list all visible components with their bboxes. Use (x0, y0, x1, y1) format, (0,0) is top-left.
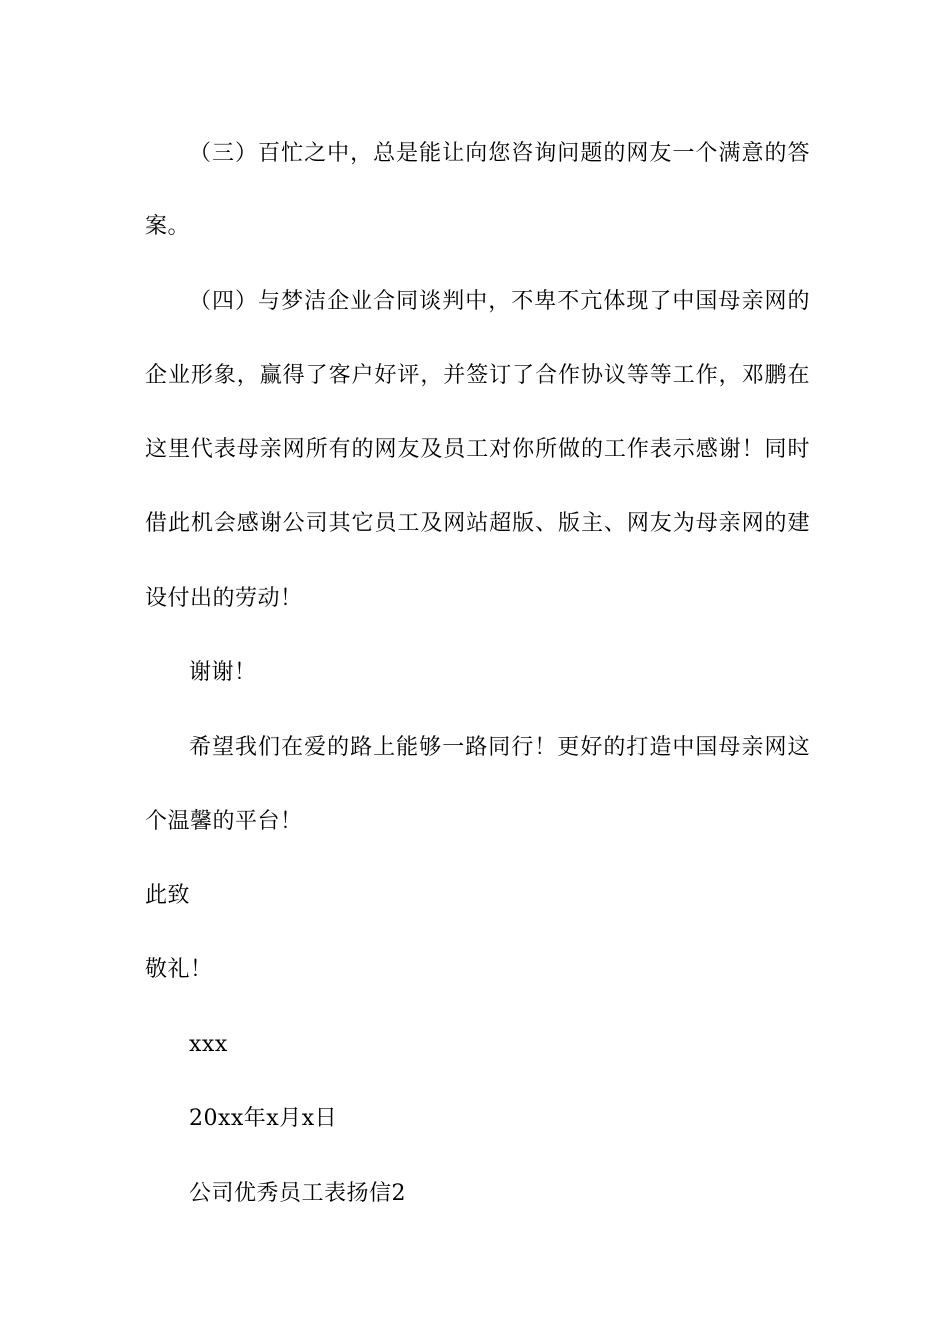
thanks-line: 谢谢！ (189, 660, 257, 685)
paragraph-4-line-4: 借此机会感谢公司其它员工及网站超版、版主、网友为母亲网的建 (145, 511, 810, 536)
paragraph-3-line-2: 案。 (145, 214, 191, 239)
signature: xxx (189, 1032, 228, 1057)
next-letter-title: 公司优秀员工表扬信2 (189, 1181, 406, 1206)
paragraph-3-line-1: （三）百忙之中，总是能让向您咨询问题的网友一个满意的答 (189, 141, 810, 166)
closing-jing-li: 敬礼！ (145, 957, 213, 982)
paragraph-4-line-3: 这里代表母亲网所有的网友及员工对你所做的工作表示感谢！同时 (145, 437, 810, 462)
paragraph-4-line-2: 企业形象，赢得了客户好评，并签订了合作协议等等工作，邓鹏在 (145, 363, 810, 388)
hope-line-1: 希望我们在爱的路上能够一路同行！更好的打造中国母亲网这 (189, 735, 810, 760)
closing-ci-zhi: 此致 (145, 883, 191, 908)
paragraph-4-line-5: 设付出的劳动！ (145, 586, 303, 611)
paragraph-4-line-1: （四）与梦洁企业合同谈判中，不卑不亢体现了中国母亲网的 (189, 289, 810, 314)
date-line: 20xx年x月x日 (189, 1106, 338, 1131)
hope-line-2: 个温馨的平台！ (145, 809, 303, 834)
